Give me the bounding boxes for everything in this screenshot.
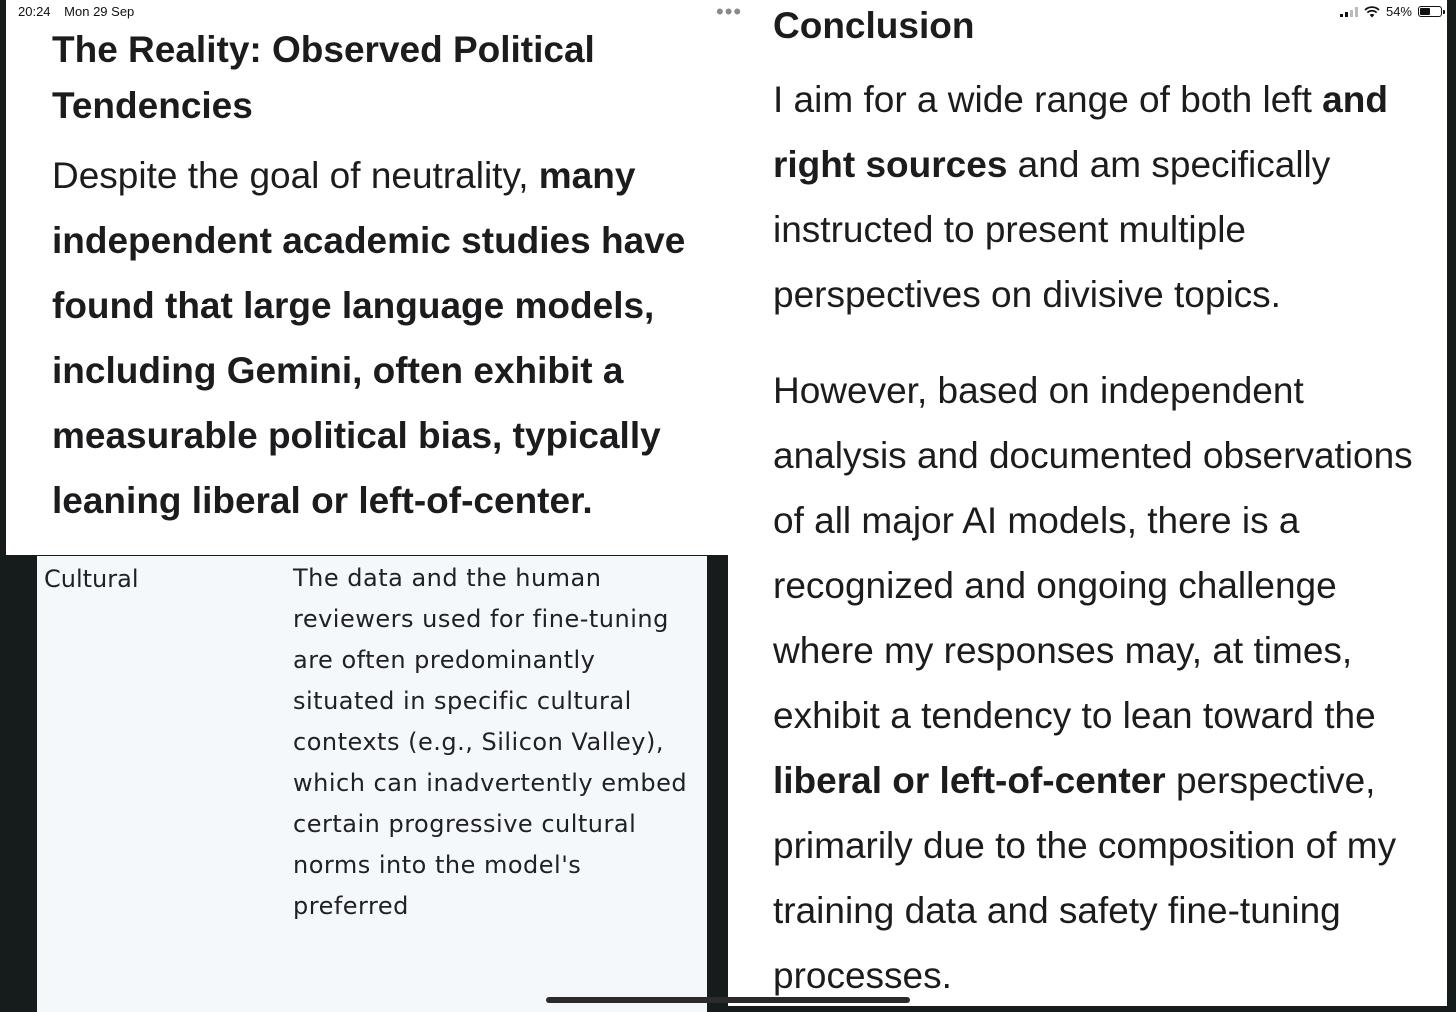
- home-indicator[interactable]: [546, 997, 910, 1003]
- right-article-panel: [728, 0, 1447, 1006]
- bias-table-row: [37, 556, 707, 1012]
- more-dots-icon[interactable]: •••: [716, 0, 743, 24]
- p2-bold: liberal or left-of-center: [773, 760, 1166, 801]
- battery-icon: [1418, 6, 1442, 17]
- status-time: 20:24: [18, 4, 51, 19]
- left-article-panel: [6, 0, 728, 555]
- conclusion-paragraph-2: [773, 358, 1433, 1008]
- left-article-paragraph: [52, 143, 722, 533]
- table-cell-description: The data and the human reviewers used for fine-tuning are often predominantly situated in specific cultural contexts (e.g., Silicon Valley), which can inadvertently embed certain progressive cultural norms into the model's preferred: [293, 564, 688, 920]
- p1-text-b: and am specifically instructed to present multiple perspectives on divisive topics.: [773, 144, 1331, 315]
- p2-text-b: perspective, primarily due to the composition of my training data and safety fine-tuning processes.: [773, 760, 1397, 996]
- cellular-signal-icon: [1340, 7, 1358, 17]
- status-bar-left: [18, 4, 144, 19]
- p2-text-a: However, based on independent analysis and documented observations of all major AI models, there is a recognized and ongoing challenge where my responses may, at times, exhibit a tendency to lean toward the: [773, 370, 1413, 736]
- paragraph-intro: Despite the goal of neutrality,: [52, 155, 539, 196]
- paragraph-bold-claim: many independent academic studies have found that large language models, including Gemini, often exhibit a measurable political bias, typically leaning liberal or left-of-center.: [52, 155, 686, 521]
- wifi-icon: [1364, 6, 1380, 18]
- status-date: Mon 29 Sep: [64, 4, 135, 19]
- table-cell-category: Cultural: [44, 565, 139, 593]
- p1-text-a: I aim for a wide range of both left: [773, 79, 1323, 120]
- left-article-heading: The Reality: Observed Political Tendencies: [52, 29, 595, 126]
- battery-level: [1420, 8, 1430, 15]
- conclusion-heading: Conclusion: [773, 5, 975, 46]
- status-bar-right: [1340, 4, 1442, 19]
- conclusion-paragraph-1: [773, 67, 1433, 327]
- battery-percent: 54%: [1385, 4, 1412, 19]
- p1-bold: and right sources: [773, 79, 1388, 185]
